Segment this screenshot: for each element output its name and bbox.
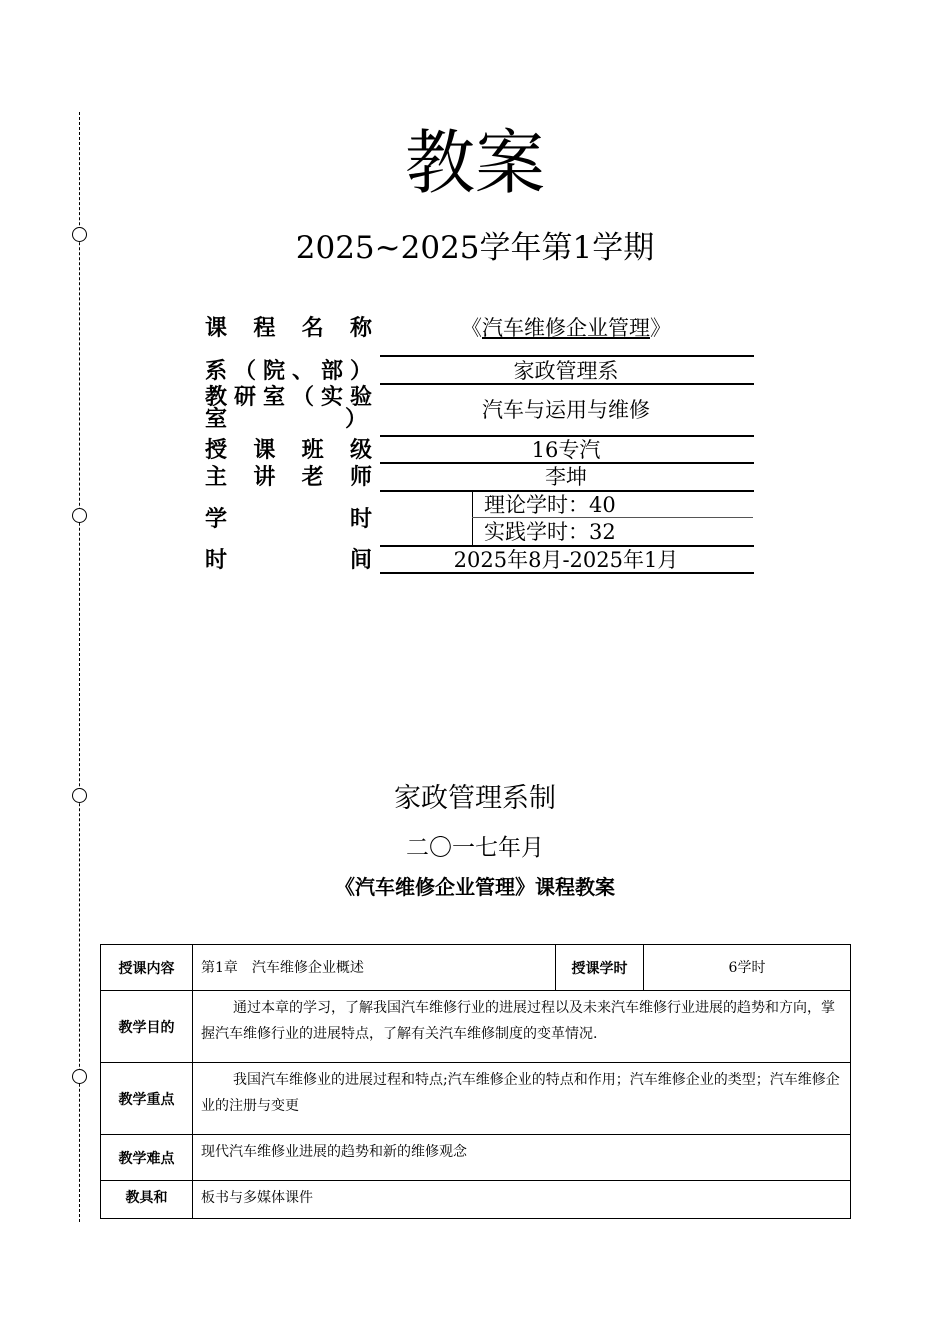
course-name-label: 课 程 名 称 xyxy=(205,315,372,341)
table-row xyxy=(101,991,851,1063)
lesson-hours-label: 授课学时 xyxy=(556,945,644,991)
hours-label: 学 时 xyxy=(205,506,372,532)
table-row xyxy=(101,1063,851,1135)
class-value: 16专汽 xyxy=(531,438,601,462)
key-points-label: 教学重点 xyxy=(101,1063,193,1135)
table-row xyxy=(101,1181,851,1219)
lesson-plan-title: 《汽车维修企业管理》课程教案 xyxy=(335,875,615,899)
key-points-value: 我国汽车维修业的进展过程和特点;汽车维修企业的特点和作用；汽车维修企业的类型；汽车维修企业的注册与变更 xyxy=(193,1063,851,1135)
department-value: 家政管理系 xyxy=(513,359,619,383)
difficulty-value: 现代汽车维修业进展的趋势和新的维修观念 xyxy=(193,1135,851,1181)
difficulty-label: 教学难点 xyxy=(101,1135,193,1181)
theory-hours: 理论学时：40 xyxy=(484,493,616,517)
content-label: 授课内容 xyxy=(101,945,193,991)
field-underline xyxy=(380,355,754,357)
tools-value: 板书与多媒体课件 xyxy=(193,1181,851,1219)
tools-label: 教具和 xyxy=(101,1181,193,1219)
lesson-hours-value: 6学时 xyxy=(644,945,851,991)
period-label: 时 间 xyxy=(205,547,372,573)
lab-label-line2a: 室 xyxy=(205,406,228,432)
department-label: 系（院、部） xyxy=(205,358,372,384)
goal-label: 教学目的 xyxy=(101,991,193,1063)
field-underline xyxy=(380,572,754,574)
practice-hours: 实践学时：32 xyxy=(484,520,616,544)
table-row xyxy=(101,945,851,991)
course-name-value: 《汽车维修企业管理》 xyxy=(461,316,671,340)
period-value: 2025年8月-2025年1月 xyxy=(453,548,679,572)
content-value: 第1章 汽车维修企业概述 xyxy=(193,945,556,991)
lab-label-line2b: ） xyxy=(345,406,368,432)
binding-dashed-line xyxy=(79,112,80,1222)
table-row xyxy=(101,1135,851,1181)
semester-line: 2025~2025学年第1学期 xyxy=(295,230,655,266)
date-signature: 二〇一七年月 xyxy=(406,835,544,861)
department-signature: 家政管理系制 xyxy=(394,783,556,814)
class-label: 授 课 班 级 xyxy=(205,437,372,463)
cover-title: 教案 xyxy=(405,122,545,204)
hours-split-line xyxy=(472,517,753,518)
binding-hole-icon xyxy=(72,508,87,523)
binding-hole-icon xyxy=(72,1069,87,1084)
lab-label-line1: 教研室（实验 xyxy=(205,384,372,410)
teacher-label: 主 讲 老 师 xyxy=(205,464,372,490)
hours-divider xyxy=(472,491,473,545)
teacher-value: 李坤 xyxy=(545,465,587,489)
lab-value: 汽车与运用与维修 xyxy=(482,398,650,422)
field-underline xyxy=(380,383,754,385)
lesson-plan-table xyxy=(100,944,851,1219)
goal-value: 通过本章的学习，了解我国汽车维修行业的进展过程以及未来汽车维修行业进展的趋势和方向，掌握汽车维修行业的进展特点，了解有关汽车维修制度的变革情况. xyxy=(193,991,851,1063)
